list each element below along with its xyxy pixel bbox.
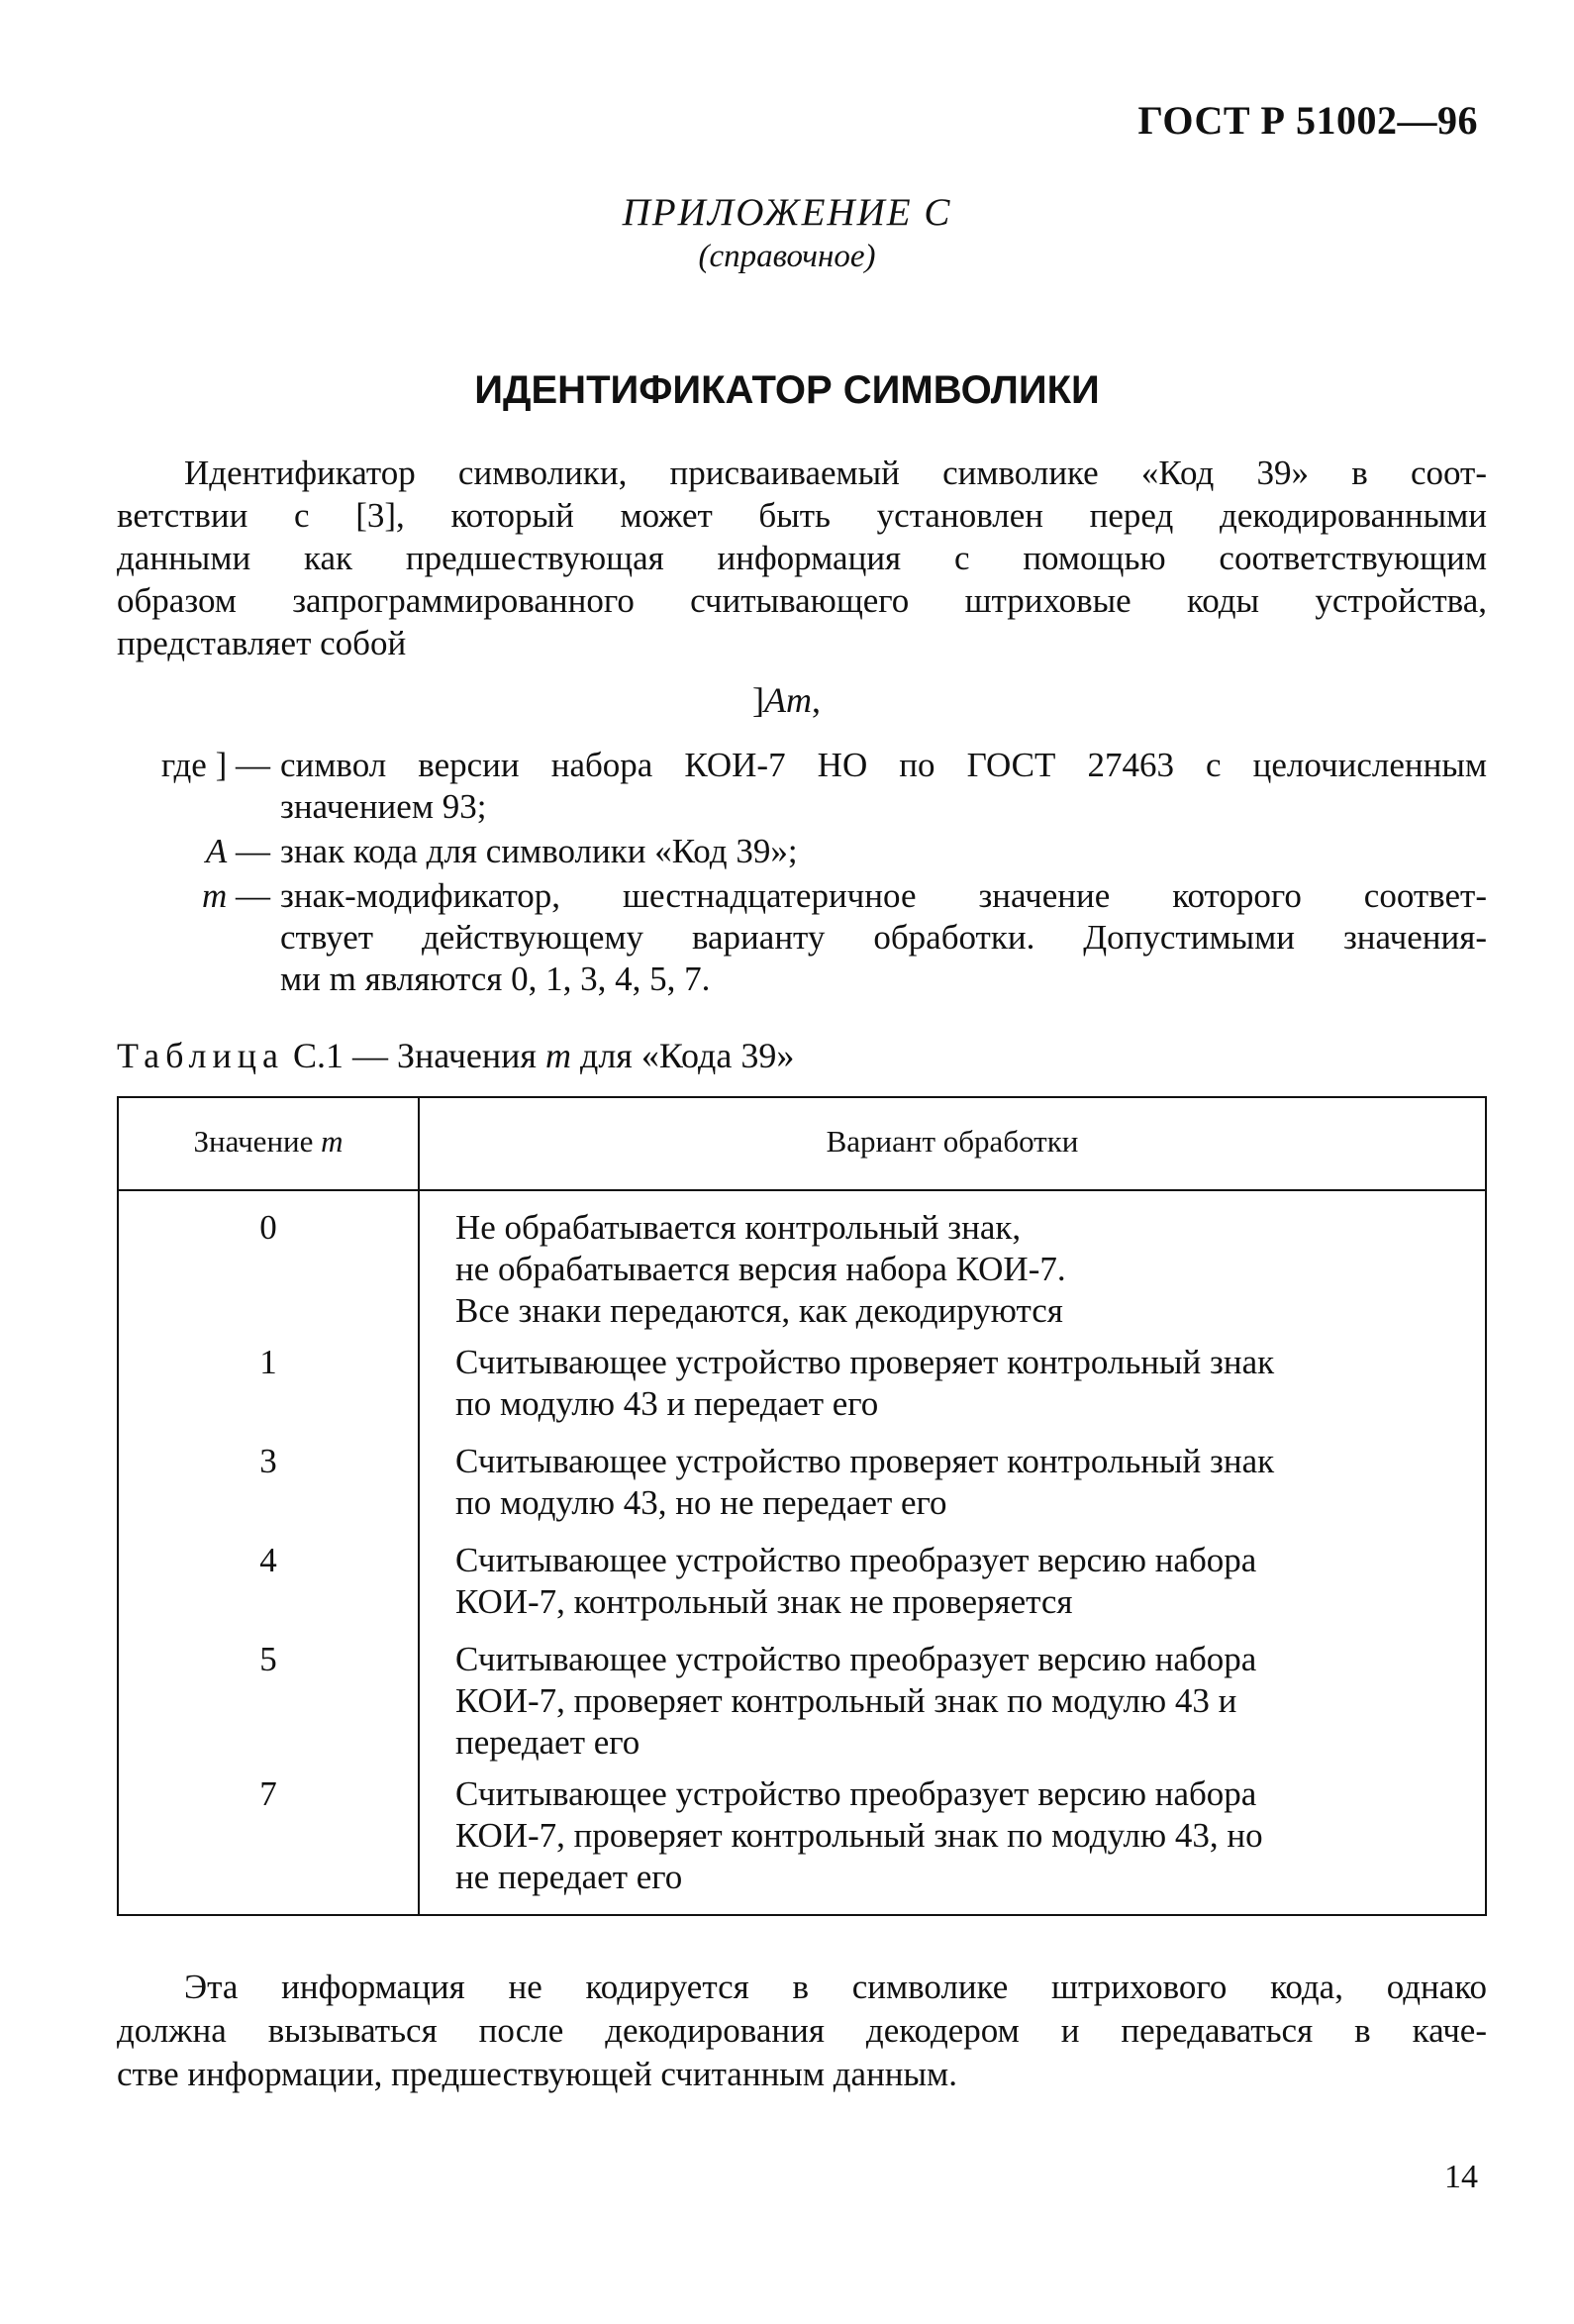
definition-symbol: m — xyxy=(201,876,270,915)
definition-row xyxy=(117,831,1487,872)
paragraph-line: Эта информация не кодируется в символике штрихового кода, однако xyxy=(184,1968,1487,2006)
appendix-subtitle: (справочное) xyxy=(698,239,876,274)
definition-row xyxy=(117,875,1487,1000)
row-value: 7 xyxy=(259,1774,277,1813)
row-description: Считывающее устройство преобразует версию набора КОИ-7, проверяет контрольный знак по модулю 43 и передает его xyxy=(455,1640,1257,1762)
table-caption: Таблица С.1 — Значения m для «Кода 39» xyxy=(117,1036,795,1075)
table-column-divider xyxy=(418,1098,420,1914)
row-description: Считывающее устройство преобразует версию набора КОИ-7, проверяет контрольный знак по модулю 43, но не передает его xyxy=(455,1774,1263,1896)
definition-symbol: A — xyxy=(205,832,270,870)
paragraph-line: стве информации, предшествующей считанным данным. xyxy=(117,2055,957,2093)
row-description: Не обрабатывается контрольный знак, не обрабатывается версия набора КОИ-7. Все знаки передаются, как декодируются xyxy=(455,1208,1066,1330)
row-value: 5 xyxy=(259,1640,277,1678)
formula-suffix: , xyxy=(812,680,821,720)
page-number: 14 xyxy=(1444,2159,1478,2195)
row-value: 1 xyxy=(259,1343,277,1381)
paragraph-line: представляет собой xyxy=(117,624,407,662)
row-description: Считывающее устройство проверяет контрольный знак по модулю 43 и передает его xyxy=(455,1343,1275,1423)
closing-paragraph xyxy=(117,1966,1487,2096)
paragraph-line: образом запрограммированного считывающего штриховые коды устройства, xyxy=(117,581,1487,620)
formula-expression: Am xyxy=(764,680,812,720)
definition-text: знак кода для символики «Код 39»; xyxy=(280,832,798,870)
table-header-variant: Вариант обработки xyxy=(826,1124,1079,1159)
appendix-title: ПРИЛОЖЕНИЕ С xyxy=(622,191,952,234)
paragraph-line: должна вызываться после декодирования декодером и передаваться в каче- xyxy=(117,2011,1487,2050)
definitions-list xyxy=(117,745,1487,1003)
definition-row xyxy=(117,745,1487,828)
row-value: 0 xyxy=(259,1208,277,1247)
paragraph-line: ветствии с [3], который может быть установлен перед декодированными xyxy=(117,496,1487,535)
standard-code: ГОСТ Р 51002—96 xyxy=(1137,98,1478,143)
identifier-formula xyxy=(752,679,821,721)
table-header-divider xyxy=(119,1189,1485,1191)
definition-text: знак-модификатор, шестнадцатеричное значение которого соответ- ствует действующему варианту обработки. Допустимыми значения- ми m являются 0, 1, 3, 4, 5, 7. xyxy=(280,876,1487,998)
row-value: 3 xyxy=(259,1442,277,1480)
paragraph-line: Идентификатор символики, присваиваемый символике «Код 39» в соот- xyxy=(184,454,1487,492)
table-header-value: Значение m xyxy=(193,1124,344,1159)
row-description: Считывающее устройство преобразует версию набора КОИ-7, контрольный знак не проверяется xyxy=(455,1541,1257,1621)
paragraph-line: данными как предшествующая информация с помощью соответствующим xyxy=(117,539,1487,577)
row-description: Считывающее устройство проверяет контрольный знак по модулю 43, но не передает его xyxy=(455,1442,1275,1522)
intro-paragraph xyxy=(117,452,1487,664)
row-value: 4 xyxy=(259,1541,277,1579)
section-title: ИДЕНТИФИКАТОР СИМВОЛИКИ xyxy=(474,368,1100,412)
definition-symbol: где ] — xyxy=(160,746,270,784)
formula-bracket: ] xyxy=(752,680,764,720)
definition-text: символ версии набора КОИ-7 НО по ГОСТ 27463 с целочисленным значением 93; xyxy=(280,746,1487,826)
values-table xyxy=(117,1096,1487,1916)
